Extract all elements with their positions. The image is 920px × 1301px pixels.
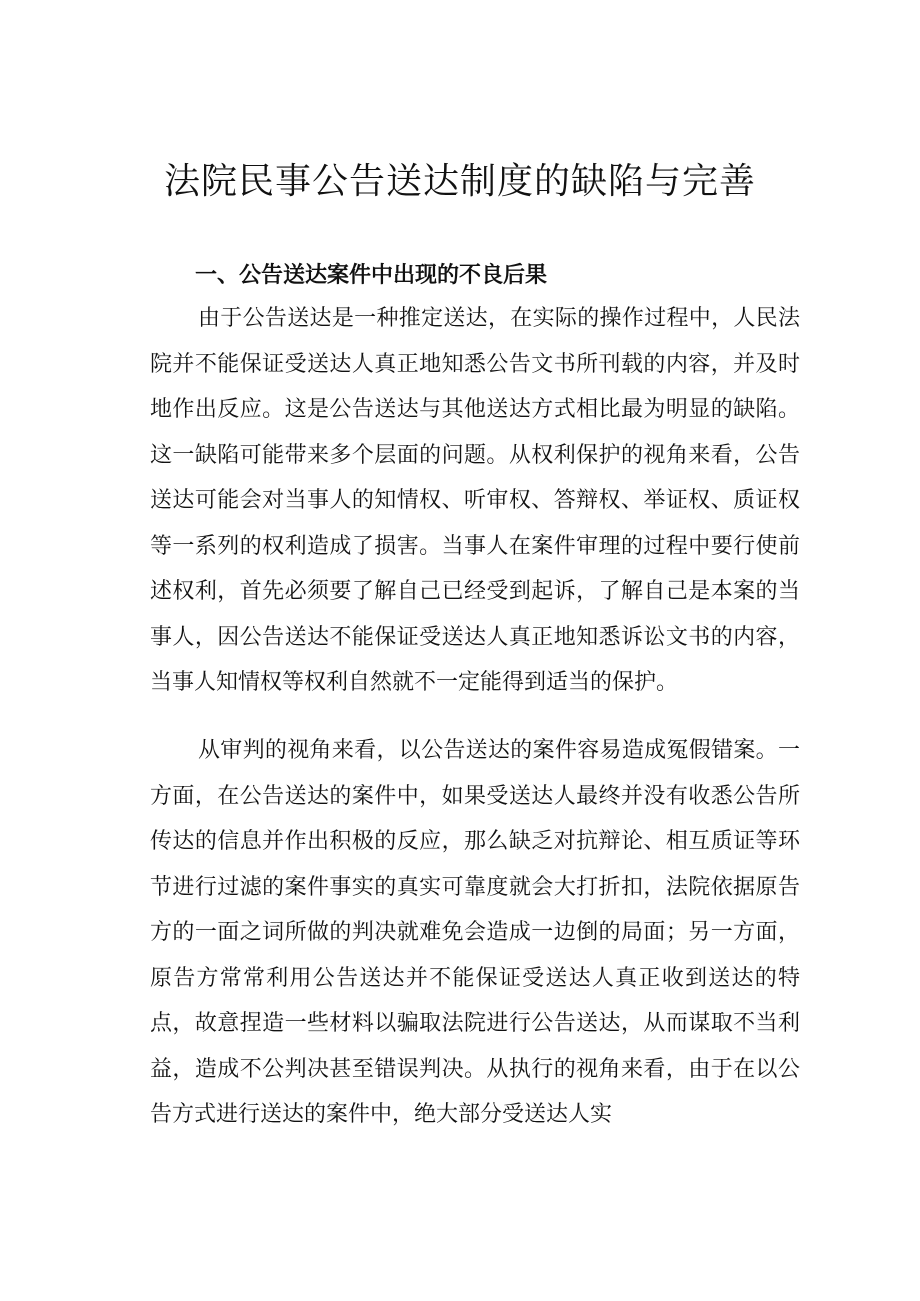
body-paragraph: 由于公告送达是一种推定送达，在实际的操作过程中，人民法院并不能保证受送达人真正地知悉公告文书所刊载的内容，并及时地作出反应。这是公告送达与其他送达方式相比最为明显的缺陷。这一缺陷可能带来多个层面的问题。从权利保护的视角来看，公告送达可能会对当事人的知情权、听审权、答辩权、举证权、质证权等一系列的权利造成了损害。当事人在案件审理的过程中要行使前述权利，首先必须要了解自己已经受到起诉，了解自己是本案的当事人，因公告送达不能保证受送达人真正地知悉诉讼文书的内容，当事人知情权等权利自然就不一定能得到适当的保护。 bbox=[150, 306, 800, 695]
body-paragraph: 从审判的视角来看，以公告送达的案件容易造成冤假错案。一方面，在公告送达的案件中，如果受送达人最终并没有收悉公告所传达的信息并作出积极的反应，那么缺乏对抗辩论、相互质证等环节进行过滤的案件事实的真实可靠度就会大打折扣，法院依据原告方的一面之词所做的判决就难免会造成一边倒的局面；另一方面，原告方常常利用公告送达并不能保证受送达人真正收到送达的特点，故意捏造一些材料以骗取法院进行公告送达，从而谋取不当利益，造成不公判决甚至错误判决。从执行的视角来看，由于在以公告方式进行送达的案件中，绝大部分受送达人实 bbox=[150, 738, 800, 1127]
section-heading: 一、公告送达案件中出现的不良后果 bbox=[195, 263, 548, 288]
document-title: 法院民事公告送达制度的缺陷与完善 bbox=[163, 161, 756, 202]
